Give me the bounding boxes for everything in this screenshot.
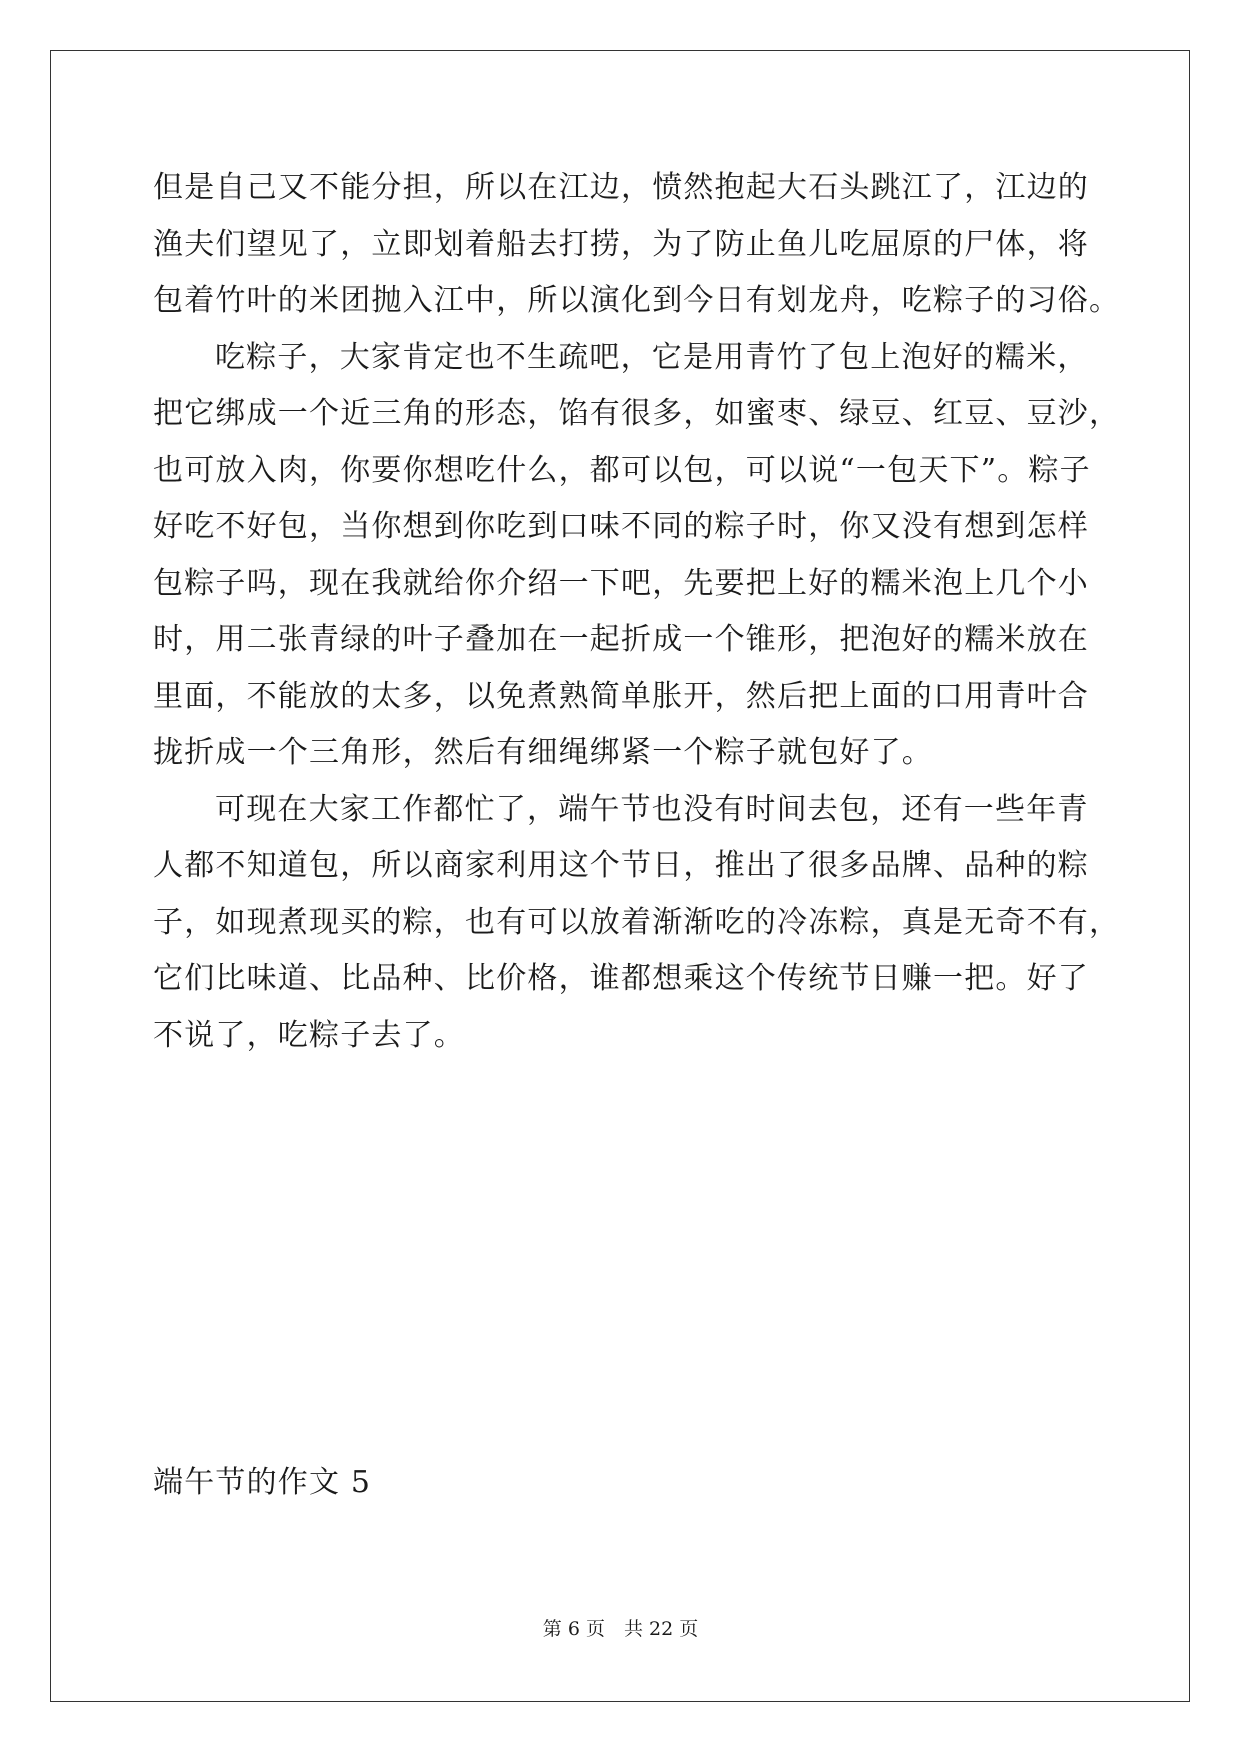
text-line: 包粽子吗，现在我就给你介绍一下吧，先要把上好的糯米泡上几个小 bbox=[153, 565, 1089, 601]
paragraph-first-line: 可现在大家工作都忙了，端午节也没有时间去包，还有一些年青 bbox=[215, 791, 1089, 827]
text-line: 把它绑成一个近三角的形态，馅有很多，如蜜枣、绿豆、红豆、豆沙， bbox=[153, 396, 1121, 431]
section-heading: 端午节的作文 5 bbox=[153, 1465, 372, 1500]
text-line: 时，用二张青绿的叶子叠加在一起折成一个锥形，把泡好的糯米放在 bbox=[153, 622, 1089, 657]
text-line: 渔夫们望见了，立即划着船去打捞，为了防止鱼儿吃屈原的尸体，将 bbox=[153, 226, 1089, 262]
document-body bbox=[153, 160, 1121, 1064]
text-line: 里面，不能放的太多，以免煮熟简单胀开，然后把上面的口用青叶合 bbox=[153, 678, 1089, 714]
text-line: 但是自己又不能分担，所以在江边，愤然抱起大石头跳江了，江边的 bbox=[153, 170, 1089, 205]
text-line: 也可放入肉，你要你想吃什么，都可以包，可以说“一包天下”。粽子 bbox=[153, 452, 1091, 488]
page-number-footer: 第 6 页 共 22 页 bbox=[542, 1618, 699, 1640]
paragraph-first-line: 吃粽子，大家肯定也不生疏吧，它是用青竹了包上泡好的糯米， bbox=[215, 339, 1089, 375]
text-line: 不说了，吃粽子去了。 bbox=[153, 1017, 465, 1053]
text-line: 包着竹叶的米团抛入江中，所以演化到今日有划龙舟，吃粽子的习俗。 bbox=[153, 283, 1121, 318]
text-line: 人都不知道包，所以商家利用这个节日，推出了很多品牌、品种的粽 bbox=[153, 848, 1089, 883]
text-line: 子，如现煮现买的粽，也有可以放着渐渐吃的冷冻粽，真是无奇不有， bbox=[153, 904, 1121, 940]
text-line: 好吃不好包，当你想到你吃到口味不同的粽子时，你又没有想到怎样 bbox=[153, 509, 1089, 544]
text-line: 拢折成一个三角形，然后有细绳绑紧一个粽子就包好了。 bbox=[153, 735, 933, 770]
text-line: 它们比味道、比品种、比价格，谁都想乘这个传统节日赚一把。好了 bbox=[153, 961, 1089, 996]
